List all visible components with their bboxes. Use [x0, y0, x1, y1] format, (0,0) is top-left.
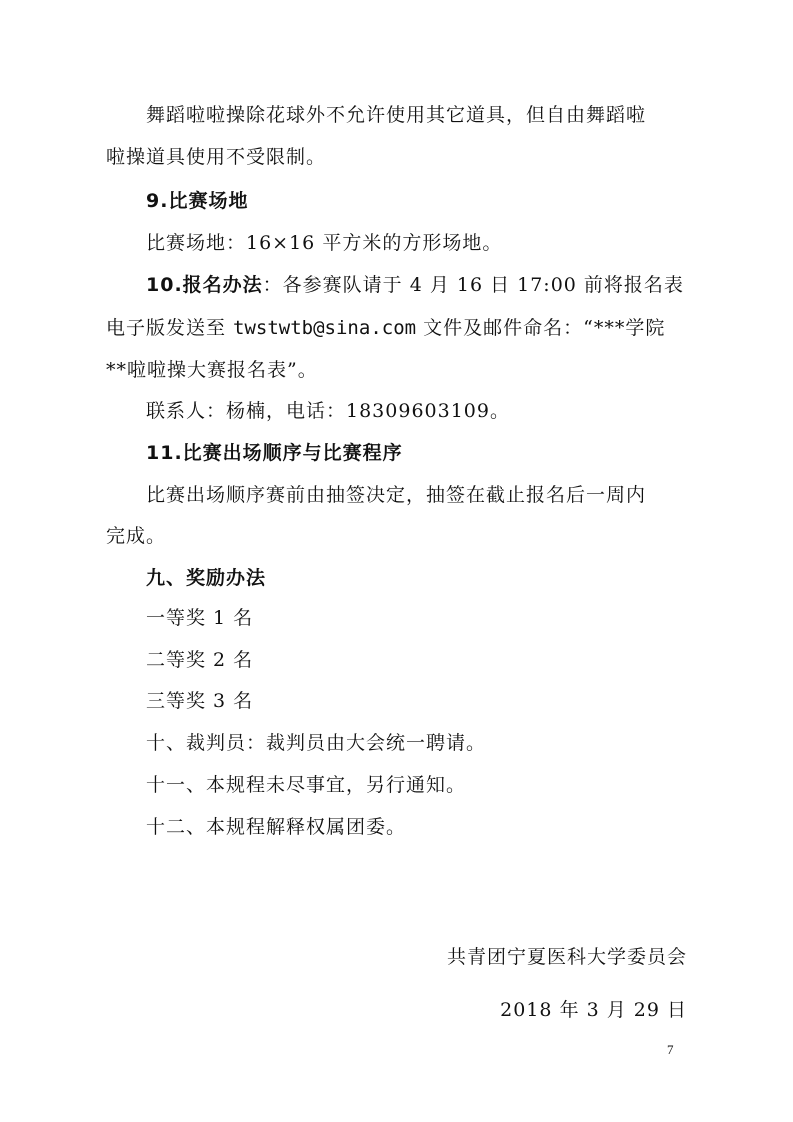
props-rule-line-1: 舞蹈啦啦操除花球外不允许使用其它道具，但自由舞蹈啦: [146, 104, 647, 126]
order-heading: 11.比赛出场顺序与比赛程序: [146, 442, 403, 464]
venue-heading: 9.比赛场地: [146, 190, 249, 212]
registration-line-1: [146, 273, 684, 297]
registration-email: twstwtb@sina.com: [233, 317, 417, 339]
award-first: 一等奖 1 名: [146, 607, 254, 629]
props-rule-line-2: 啦操道具使用不受限制。: [106, 146, 327, 168]
registration-line-2: [106, 316, 665, 340]
referee-line: 十、裁判员：裁判员由大会统一聘请。: [146, 732, 487, 754]
venue-text: 比赛场地：16×16 平方米的方形场地。: [146, 232, 503, 254]
order-line-1: 比赛出场顺序赛前由抽签决定，抽签在截止报名后一周内: [146, 484, 647, 506]
award-second: 二等奖 2 名: [146, 649, 254, 671]
registration-line-2-suffix: 文件及邮件命名：“***学院: [416, 317, 666, 339]
award-third: 三等奖 3 名: [146, 690, 254, 712]
unfinished-matters-line: 十一、本规程未尽事宜，另行通知。: [146, 774, 467, 796]
registration-line-2-prefix: 电子版发送至: [106, 317, 234, 339]
signature-date: 2018 年 3 月 29 日: [500, 999, 687, 1021]
interpretation-line: 十二、本规程解释权属团委。: [146, 816, 407, 838]
order-line-2: 完成。: [106, 525, 167, 547]
page-number: 7: [667, 1042, 674, 1057]
registration-label: 10.报名办法: [146, 274, 263, 296]
contact-line: 联系人：杨楠，电话：18309603109。: [146, 400, 510, 422]
awards-heading: 九、奖励办法: [146, 567, 267, 589]
signature-organization: 共青团宁夏医科大学委员会: [446, 946, 687, 968]
registration-line-1-text: ：各参赛队请于 4 月 16 日 17:00 前将报名表: [262, 274, 684, 296]
registration-line-3: **啦啦操大赛报名表”。: [106, 359, 318, 381]
